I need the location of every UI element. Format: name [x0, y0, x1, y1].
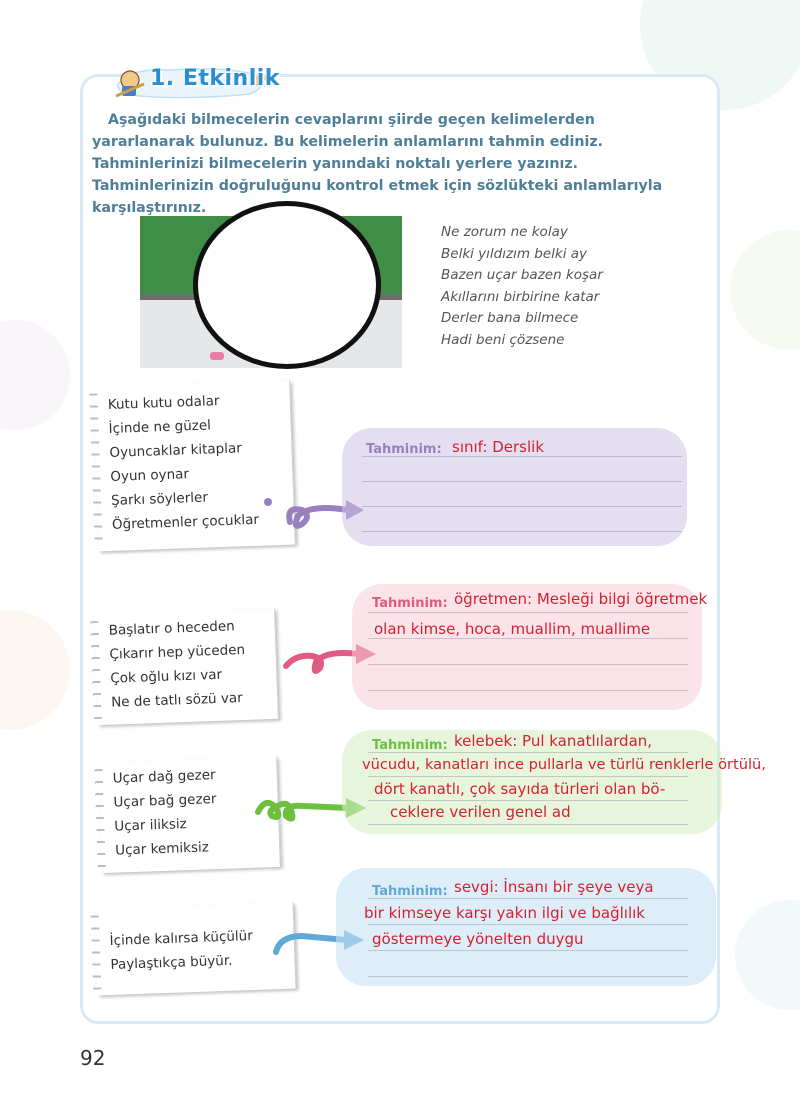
- dotted-line: [368, 924, 688, 925]
- guess-label: Tahminim:: [372, 738, 448, 753]
- dotted-line: [368, 690, 688, 691]
- dotted-line: [368, 612, 688, 613]
- dotted-line: [368, 976, 688, 977]
- riddle-line: Çıkarır hep yüceden: [109, 641, 246, 663]
- background-dot: [0, 320, 70, 430]
- riddle-line: Oyuncaklar kitaplar: [109, 440, 243, 461]
- riddle-card: [95, 903, 297, 996]
- dotted-line: [368, 776, 688, 777]
- poem-line: Derler bana bilmece: [441, 310, 579, 326]
- guess-answer-line: olan kimse, hoca, muallim, muallime: [374, 620, 651, 638]
- guess-answer-line: vücudu, kanatları ince pullarla ve türlü renklerle örtülü,: [362, 756, 766, 773]
- guess-answer-line: ceklere verilen genel ad: [390, 803, 571, 821]
- riddle-line: Öğretmenler çocuklar: [111, 511, 260, 533]
- dotted-line: [368, 664, 688, 665]
- activity-title: 1. Etkinlik: [150, 66, 280, 91]
- dotted-line: [368, 752, 688, 753]
- guess-answer-line: öğretmen: Mesleği bilgi öğretmek: [454, 590, 708, 608]
- riddle-line: Şarkı söylerler: [110, 489, 209, 509]
- guess-answer-line: göstermeye yönelten duygu: [372, 930, 584, 948]
- dotted-line: [362, 531, 682, 532]
- riddle-line: Kutu kutu odalar: [107, 393, 220, 413]
- riddle-line: Oyun oynar: [110, 466, 190, 485]
- guess-label: Tahminim:: [372, 884, 448, 899]
- riddle-card: [94, 609, 279, 725]
- dotted-line: [368, 898, 688, 899]
- dotted-line: [368, 638, 688, 639]
- riddle-line: Uçar kemiksiz: [114, 839, 210, 859]
- dotted-line: [368, 824, 688, 825]
- background-dot: [730, 230, 800, 350]
- dotted-line: [362, 506, 682, 507]
- guess-answer-line: sınıf: Derslik: [452, 438, 545, 456]
- poem-line: Ne zorum ne kolay: [441, 224, 568, 240]
- riddle-line: Uçar iliksiz: [114, 816, 187, 835]
- dotted-line: [362, 481, 682, 482]
- poem-line: Hadi beni çözsene: [441, 331, 565, 348]
- guess-answer-line: dört kanatlı, çok sayıda türleri olan bö-: [374, 780, 666, 798]
- background-dot: [0, 610, 70, 730]
- guess-answer-line: kelebek: Pul kanatlılardan,: [454, 732, 653, 750]
- poem-line: Akıllarını birbirine katar: [441, 288, 600, 305]
- dotted-line: [368, 950, 688, 951]
- guess-label: Tahminim:: [366, 442, 442, 457]
- guess-answer-line: sevgi: İnsanı bir şeye veya: [454, 878, 654, 896]
- poem-line: Belki yıldızım belki ay: [441, 245, 588, 262]
- page-number: 92: [80, 1046, 106, 1070]
- riddle-line: İçinde ne güzel: [108, 417, 212, 437]
- poem: [441, 222, 603, 351]
- dotted-line: [368, 800, 688, 801]
- activity-instructions: Aşağıdaki bilmecelerin cevaplarını şiirde geçen kelimelerden yararlanarak bulunuz. Bu kelimelerin anlamlarını tahmin ediniz. Tahminlerinizi bilmecelerin yanındaki noktalı yerlere yazınız. Tahminlerinizin doğruluğunu kontrol etmek için sözlükteki anlamlarıyla karşılaştırınız.: [92, 112, 663, 216]
- riddle-line: Ne de tatlı sözü var: [110, 690, 243, 711]
- riddle-line: Paylaştıkça büyür.: [110, 952, 233, 973]
- guess-answer-line: bir kimseye karşı yakın ilgi ve bağlılık: [364, 904, 645, 922]
- riddle-line: Başlatır o heceden: [108, 618, 235, 639]
- poem-line: Bazen uçar bazen koşar: [441, 267, 603, 283]
- riddle-line: Çok oğlu kızı var: [110, 666, 223, 687]
- riddle-line: İçinde kalırsa küçülür: [109, 927, 254, 949]
- riddle-line: Uçar dağ gezer: [112, 767, 216, 787]
- riddle-line: Uçar bağ gezer: [113, 791, 217, 811]
- guess-label: Tahminim:: [372, 596, 448, 611]
- dotted-line: [362, 456, 682, 457]
- background-dot: [735, 900, 800, 1010]
- redacted-circle: [193, 201, 381, 369]
